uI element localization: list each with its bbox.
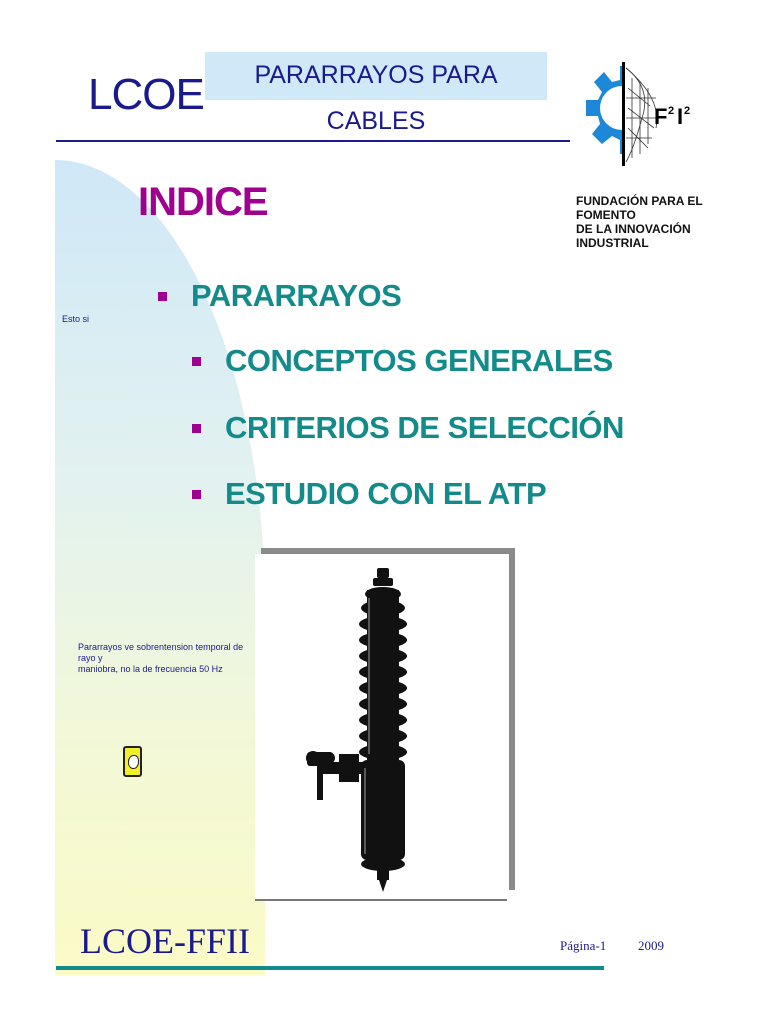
surge-arrester-icon	[255, 554, 509, 900]
bullet-text: ESTUDIO CON EL ATP	[225, 476, 547, 511]
figure-canvas	[255, 554, 509, 900]
bullet-square-icon	[158, 292, 167, 301]
logo-sup-1: 2	[668, 105, 675, 117]
surge-arrester-figure	[255, 548, 515, 902]
bullet-text: PARARRAYOS	[191, 278, 402, 313]
index-heading: INDICE	[138, 180, 268, 224]
note-attachment-icon[interactable]	[123, 746, 142, 777]
bullet-square-icon	[192, 490, 201, 499]
bullet-square-icon	[192, 424, 201, 433]
page-number: Página-1	[560, 938, 607, 953]
gear-logo-icon	[582, 58, 702, 178]
foundation-line-1: FUNDACIÓN PARA EL FOMENTO	[576, 194, 703, 222]
bullet-item-1	[158, 278, 401, 314]
speaker-note-2	[78, 642, 258, 675]
speaker-note-1: Esto si	[62, 314, 90, 324]
bullet-item-3	[192, 410, 624, 446]
bullet-text: CONCEPTOS GENERALES	[225, 343, 613, 378]
logo-letter-i: I	[677, 104, 684, 129]
logo-sup-2: 2	[684, 105, 691, 117]
foundation-line-2: DE LA INNOVACIÓN INDUSTRIAL	[576, 222, 691, 250]
foundation-name	[576, 194, 756, 250]
speaker-note-2-line-2: maniobra, no la de frecuencia 50 Hz	[78, 664, 223, 674]
logo-letter-f: F	[654, 104, 668, 129]
slide-title: PARARRAYOS PARA CABLES	[205, 52, 547, 100]
footer-brand: LCOE-FFII	[80, 921, 250, 961]
bullet-square-icon	[192, 357, 201, 366]
bullet-item-2	[192, 343, 613, 379]
bullet-text: CRITERIOS DE SELECCIÓN	[225, 410, 624, 445]
footer-divider	[56, 966, 604, 970]
footer-year: 2009	[638, 938, 664, 953]
header-divider	[56, 140, 570, 142]
figure-bottom-line	[255, 899, 507, 901]
header-brand: LCOE	[88, 70, 204, 119]
bullet-item-4	[192, 476, 546, 512]
figure-shadow-right	[509, 548, 515, 890]
speaker-note-2-line-1: Pararrayos ve sobrentension temporal de rayo y	[78, 642, 244, 663]
